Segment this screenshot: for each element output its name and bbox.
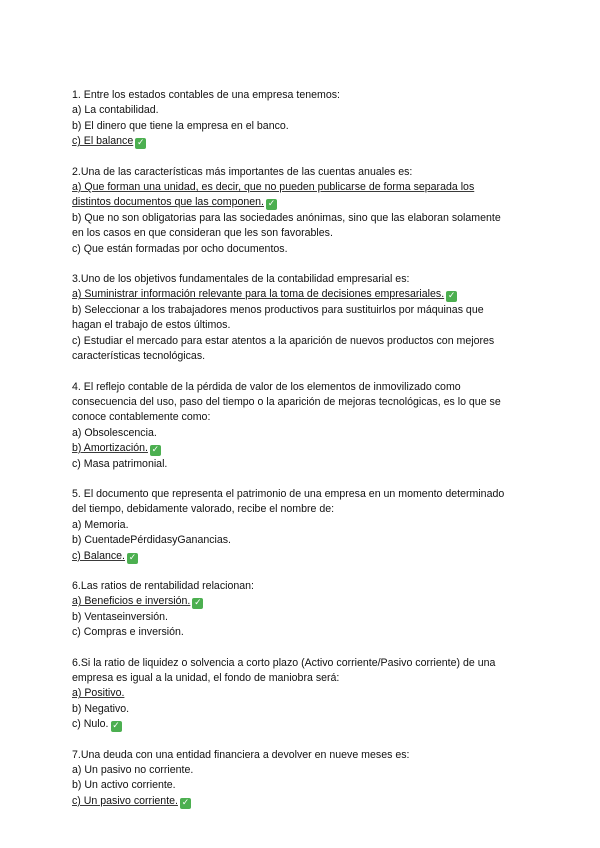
option-text: a) Suministrar información relevante para la toma de decisiones empresariales. (72, 288, 445, 301)
option-text: en los casos en que consideran que les son favorables. (72, 227, 333, 240)
check-mark-icon: ✓ (181, 797, 190, 808)
answer-option (72, 763, 534, 778)
option-text: b) Amortización. (72, 442, 148, 455)
option-text: c) Masa patrimonial. (72, 457, 168, 470)
question-4 (72, 380, 534, 472)
option-text: a) Que forman una unidad, es decir, que no pueden publicarse de forma separada los (72, 181, 475, 194)
answer-option (72, 103, 534, 118)
answer-option (72, 303, 534, 318)
option-text: b) CuentadePérdidasyGanancias. (72, 534, 232, 547)
answer-option-correct (72, 180, 534, 195)
option-text: c) El balance (72, 135, 134, 148)
question-text: conoce contablemente como: (72, 411, 211, 424)
answer-option (72, 533, 534, 548)
answer-option-correct (72, 717, 534, 732)
option-text: características tecnológicas. (72, 350, 206, 363)
check-mark-icon: ✓ (128, 552, 137, 563)
check-mark-icon: ✓ (112, 721, 120, 732)
check-mark-icon: ✓ (194, 598, 202, 609)
answer-option-correct (72, 441, 534, 456)
answer-option (72, 686, 534, 701)
answer-option (72, 518, 534, 533)
answer-option (72, 610, 534, 625)
quiz-content (72, 88, 534, 824)
question-text: 6.Las ratios de rentabilidad relacionan: (72, 579, 254, 592)
option-text: b) Un activo corriente. (72, 779, 176, 792)
option-text: a) Positivo. (72, 687, 125, 700)
option-text: c) Compras e inversión. (72, 626, 184, 639)
question-3 (72, 272, 534, 364)
answer-option (72, 426, 534, 441)
question-text: 5. El documento que representa el patrimonio de una empresa en un momento determinado (72, 487, 505, 500)
question-6 (72, 579, 534, 641)
question-text: empresa es igual a la unidad, el fondo de maniobra será: (72, 672, 340, 684)
option-text: c) Un pasivo corriente. (72, 794, 178, 807)
question-text: 7.Una deuda con una entidad financiera a devolver en nueve meses es: (72, 748, 410, 761)
option-text: c) Balance. (72, 549, 125, 562)
question-text: consecuencia del uso, paso del tiempo o la aparición de mejoras tecnológicas, es lo que se (72, 395, 501, 408)
option-text: b) Negativo. (72, 702, 130, 715)
answer-option-correct (72, 549, 534, 564)
option-text: c) Nulo. (72, 718, 109, 731)
answer-option (72, 211, 534, 226)
answer-option-correct (72, 134, 534, 149)
option-text: a) La contabilidad. (72, 104, 159, 117)
question-text: del tiempo, debidamente valorado, recibe el nombre de: (72, 503, 335, 516)
option-text: a) Memoria. (72, 518, 129, 531)
answer-option (72, 242, 534, 257)
option-text: b) Seleccionar a los trabajadores menos productivos para sustituirlos por máquinas que (72, 303, 484, 316)
option-text: c) Que están formadas por ocho documentos. (72, 242, 288, 255)
question-8 (72, 748, 534, 810)
answer-option-correct (72, 287, 534, 302)
option-text: a) Un pasivo no corriente. (72, 764, 194, 777)
answer-option (72, 778, 534, 793)
check-mark-icon: ✓ (447, 291, 456, 302)
check-mark-icon: ✓ (151, 445, 160, 456)
answer-option (72, 226, 534, 241)
question-text: 1. Entre los estados contables de una empresa tenemos: (72, 89, 340, 101)
option-text: b) El dinero que tiene la empresa en el banco. (72, 119, 289, 132)
question-1 (72, 88, 534, 150)
question-2 (72, 165, 534, 257)
question-text: 2.Una de las características más importantes de las cuentas anuales es: (72, 165, 413, 178)
answer-option-correct (72, 794, 534, 809)
option-text: b) Que no son obligatorias para las sociedades anónimas, sino que las elaboran solamente (72, 211, 501, 224)
question-text: 4. El reflejo contable de la pérdida de valor de los elementos de inmovilizado como (72, 380, 461, 393)
answer-option (72, 457, 534, 472)
answer-option (72, 334, 534, 349)
answer-option-correct (72, 195, 534, 210)
option-text: a) Beneficios e inversión. (72, 595, 191, 608)
question-text: 6.Si la ratio de liquidez o solvencia a corto plazo (Activo corriente/Pasivo corriente) de una (72, 656, 496, 669)
option-text: distintos documentos que las componen. (72, 196, 264, 209)
question-7 (72, 656, 534, 733)
option-text: hagan el trabajo de estos últimos. (72, 319, 231, 332)
answer-option (72, 119, 534, 134)
answer-option (72, 625, 534, 640)
question-text: 3.Uno de los objetivos fundamentales de la contabilidad empresarial es: (72, 273, 410, 286)
check-mark-icon: ✓ (136, 138, 145, 149)
answer-option (72, 349, 534, 364)
answer-option-correct (72, 594, 534, 609)
question-5 (72, 487, 534, 564)
option-text: a) Obsolescencia. (72, 426, 157, 439)
answer-option (72, 318, 534, 333)
check-mark-icon: ✓ (267, 199, 276, 210)
answer-option (72, 702, 534, 717)
option-text: c) Estudiar el mercado para estar atentos a la aparición de nuevos productos con mejores (72, 334, 495, 347)
option-text: b) Ventaseinversión. (72, 610, 168, 623)
